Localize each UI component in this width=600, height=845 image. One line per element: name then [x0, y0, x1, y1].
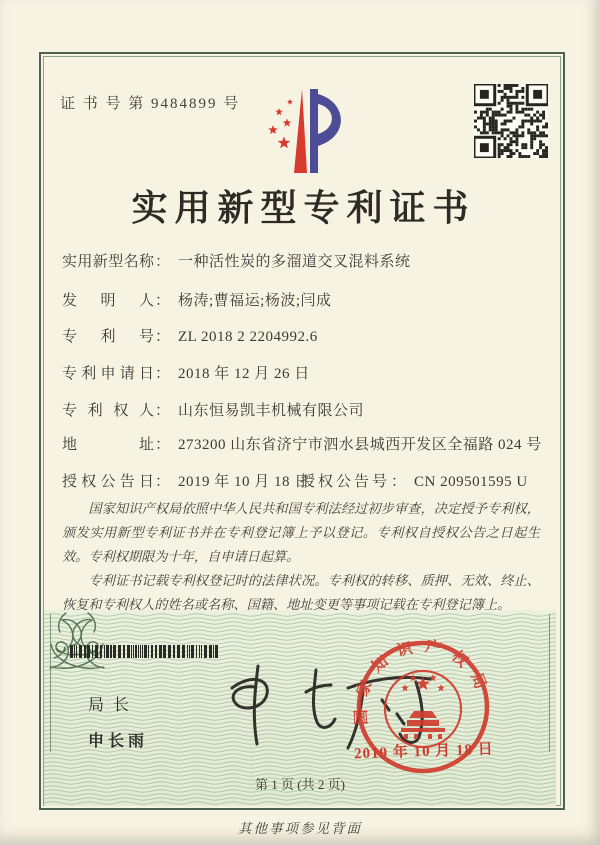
- field-row-inventors: [62, 289, 548, 310]
- page-number: 第 1 页 (共 2 页): [255, 777, 345, 792]
- guilloche-right-rule: [549, 614, 550, 752]
- legal-paragraph-1: 国家知识产权局依照中华人民共和国专利法经过初步审查，决定授予专利权，颁发实用新型专利证书并在专利登记簿上予以登记。专利权自授权公告之日起生效。专利权期限为十年，自申请日起算。: [62, 501, 540, 564]
- field-row-address: [62, 433, 548, 454]
- field-label: 实用新型名称: [62, 254, 154, 270]
- field-value: 一种活性炭的多溜道交叉混料系统: [178, 254, 411, 270]
- field-label: 专利号: [62, 329, 154, 345]
- field-row-patentee: [62, 399, 548, 420]
- corner-floral-ornament-icon: [44, 610, 108, 670]
- field-colon: ：: [155, 293, 171, 309]
- field-label: 专利权人: [62, 403, 154, 419]
- field-colon: ：: [155, 366, 171, 382]
- barcode-icon: [70, 645, 220, 658]
- field-row-grant: [62, 470, 548, 491]
- field-value: ZL 2018 2 2204992.6: [178, 329, 318, 345]
- cnipa-patent-logo-icon: [250, 86, 350, 176]
- field-value: 杨涛;曹福运;杨波;闫成: [178, 293, 332, 309]
- field-label: 授权公告号: [300, 474, 391, 490]
- field-colon: ：: [155, 437, 171, 453]
- field-label: 发明人: [62, 293, 154, 309]
- field-label: 地址: [62, 437, 154, 453]
- seal-circular-text: 国家知识产权局: [352, 637, 493, 726]
- field-colon: ：: [391, 474, 407, 490]
- field-colon: ：: [155, 254, 171, 270]
- certificate-number: 证 书 号 第 9484899 号: [60, 96, 241, 112]
- legal-paragraph-2: 专利证书记载专利权登记时的法律状况。专利权的转移、质押、无效、终止、恢复和专利权人的姓名或名称、国籍、地址变更等事项记载在专利登记簿上。: [62, 573, 540, 612]
- field-value: 山东恒易凯丰机械有限公司: [178, 403, 365, 419]
- field-label: 专利申请日: [62, 366, 154, 382]
- field-colon: ：: [155, 474, 171, 490]
- field-value: 273200 山东省济宁市泗水县城西开发区全福路 024 号: [178, 437, 542, 453]
- field-row-utility-model-name: [62, 250, 548, 271]
- field-colon: ：: [155, 329, 171, 345]
- field-value: 2018 年 12 月 26 日: [178, 366, 310, 382]
- certificate-title: 实用新型专利证书: [131, 188, 476, 228]
- field-label: 授权公告日: [62, 474, 154, 490]
- field-colon: ：: [155, 403, 171, 419]
- field-row-filing-date: [62, 362, 548, 383]
- director-name: 申长雨: [88, 733, 149, 750]
- field-row-patent-number: [62, 325, 548, 346]
- field-value: CN 209501595 U: [414, 474, 528, 490]
- reverse-side-note: 其他事项参见背面: [238, 821, 362, 836]
- qr-code-icon: [474, 84, 548, 158]
- field-value: 2019 年 10 月 18 日: [178, 474, 310, 490]
- director-title: 局长: [88, 697, 139, 714]
- legal-text-block: [62, 497, 540, 617]
- seal-date: 2019 年 10 月 18 日: [353, 741, 495, 763]
- field-pair-grant-number: [300, 470, 528, 491]
